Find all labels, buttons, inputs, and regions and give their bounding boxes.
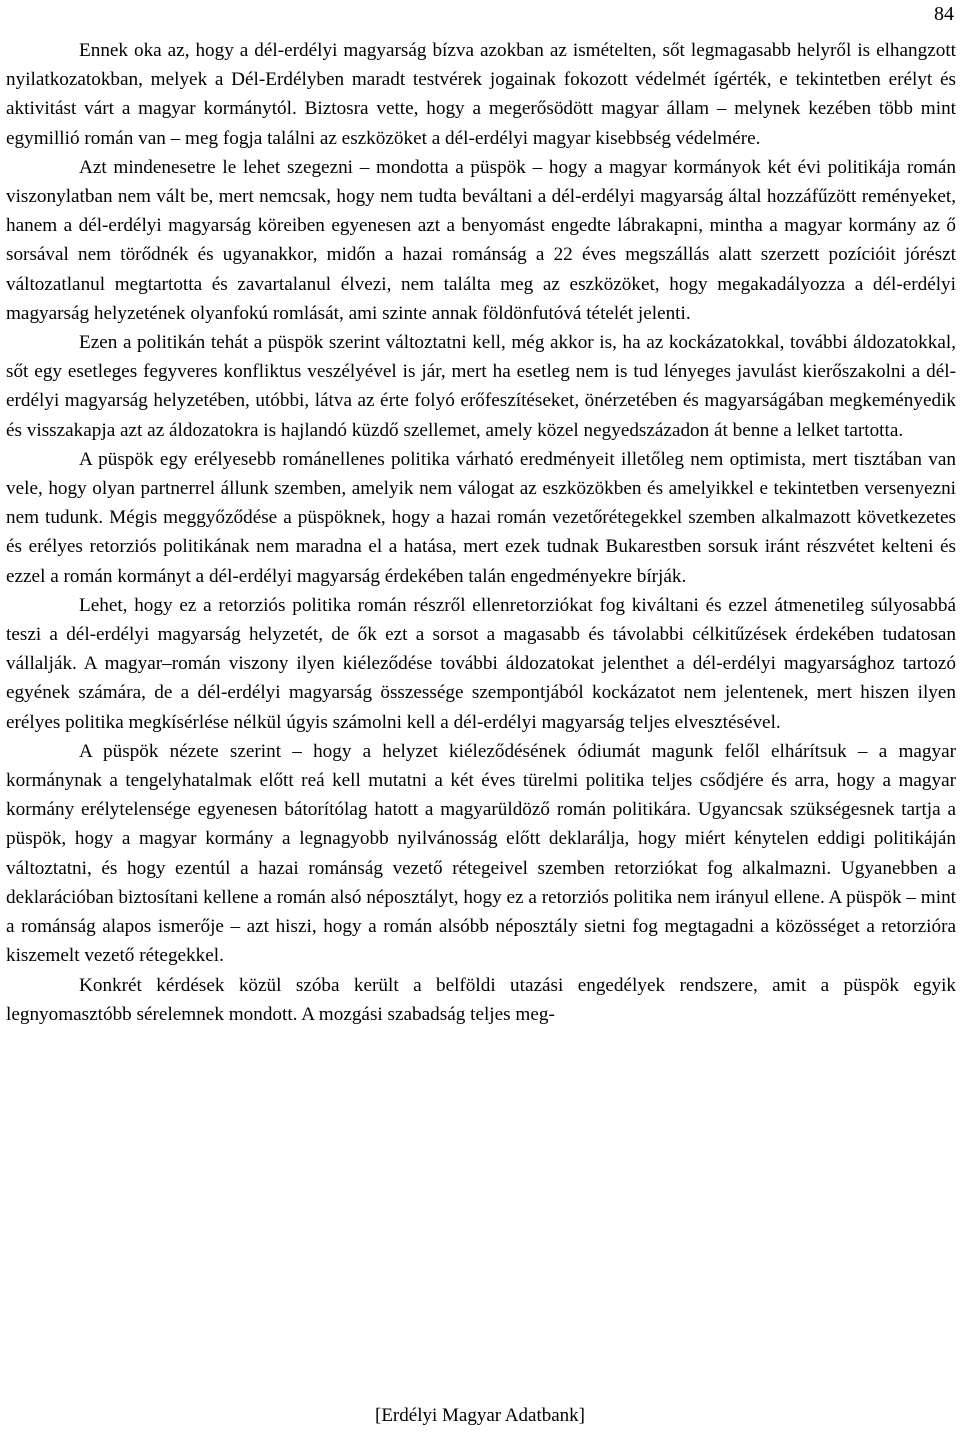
paragraph-2: Azt mindenesetre le lehet szegezni – mondotta a püspök – hogy a magyar kormányok két évi politikája román viszonylatban nem vált be, mert nemcsak, hogy nem tudta beváltani a dél-erdélyi magyarság által hozzáfűzött reményeket, hanem a dél-erdélyi magyarság köreiben egyenesen azt a benyomást engedte lábrakapni, mintha a magyar kormány az ő sorsával nem törődnék és ugyanakkor, midőn a hazai románság a 22 éves megszállás alatt szerzett pozícióit jórészt változatlanul megtartotta és zavartalanul élvezi, nem találta meg az eszközöket, hogy megakadályozza a dél-erdélyi magyarság helyzetének olyanfokú romlását, ami szinte annak földönfutóvá tételét jelenti. — [6, 156, 956, 324]
paragraph-6: A püspök nézete szerint – hogy a helyzet kiéleződésének ódiumát magunk felől elhárítsuk – a magyar kormánynak a tengelyhatalmak előtt reá kell mutatni a két éves türelmi politika teljes csődjére és arra, hogy a magyar kormány erélytelensége egyenesen bátorítólag hatott a magyarüldöző román politikára. Ugyancsak szükségesnek tartja a püspök, hogy a magyar kormány a legnagyobb nyilvánosság előtt deklarálja, hogy miért kénytelen eddigi politikáján változtatni, és hogy ezentúl a hazai románság vezető rétegeivel szemben retorziókat fog alkalmazni. Ugyanebben a deklarációban biztosítani kellene a román alsó néposztályt, hogy ez a retorziós politika nem irányul ellene. A püspök – mint a románság alapos ismerője – azt hiszi, hogy a román alsóbb néposztály sietni fog megtagadni a közösséget a retorzióra kiszemelt vezető rétegekkel. — [6, 740, 956, 967]
paragraph-7: Konkrét kérdések közül szóba került a belföldi utazási engedélyek rendszere, amit a püspök egyik legnyomasztóbb sérelemnek mondott. A mozgási szabadság teljes meg- — [6, 974, 956, 1025]
paragraph-5: Lehet, hogy ez a retorziós politika román részről ellenretorziókat fog kiváltani és ezzel átmenetileg súlyosabbá teszi a dél-erdélyi magyarság helyzetét, de ők ezt a sorsot a magasabb és távolabbi célkitűzések érdekében tudatosan vállalják. A magyar–román viszony ilyen kiéleződése további áldozatokat jelenthet a dél-erdélyi magyarsághoz tartozó egyének számára, de a dél-erdélyi magyarság összessége szempontjából kockázatot nem jelentenek, mert hiszen ilyen erélyes politika megkísérlése nélkül úgyis számolni kell a dél-erdélyi magyarság teljes elvesztésével. — [6, 594, 956, 733]
paragraph-4: A püspök egy erélyesebb románellenes politika várható eredményeit illetőleg nem optimista, mert tisztában van vele, hogy olyan partnerrel állunk szemben, amelyik nem válogat az eszközökben és amelyikkel e tekintetben versenyezni nem tudunk. Mégis meggyőződése a püspöknek, hogy a hazai román vezetőrétegekkel szemben alkalmazott következetes és erélyes retorziós politikának nem maradna el a hatása, mert ezek tudnak Bukarestben sorsuk iránt részvétet kelteni és ezzel a román kormányt a dél-erdélyi magyarság érdekében talán engedményekre bírják. — [6, 448, 956, 587]
page-footer: [Erdélyi Magyar Adatbank] — [375, 1405, 585, 1426]
page-number: 84 — [934, 3, 954, 25]
paragraph-1: Ennek oka az, hogy a dél-erdélyi magyarság bízva azokban az ismételten, sőt legmagasabb helyről is elhangzott nyilatkozatokban, melyek a Dél-Erdélyben maradt testvérek jogainak fokozott védelmét ígérték, e tekintetben erélyt és aktivitást várt a magyar kormánytól. Biztosra vette, hogy a megerősödött magyar állam – melynek kezében több mint egymillió román van – meg fogja találni az eszközöket a dél-erdélyi magyar kisebbség védelmére. — [6, 40, 956, 149]
paragraph-3: Ezen a politikán tehát a püspök szerint változtatni kell, még akkor is, ha az kockázatokkal, további áldozatokkal, sőt egy esetleges fegyveres konfliktus veszélyével is jár, mert ha esetleg nem is tud lényeges javulást kierőszakolni a dél-erdélyi magyarság helyzetében, utóbbi, látva az érte folyó erőfeszítéseket, önérzetében és magyarságában megkeményedik és visszakapja azt az áldozatokra is hajlandó küzdő szellemet, amely közel negyedszázadon át benne a lelket tartotta. — [6, 332, 956, 441]
document-body — [6, 36, 956, 1029]
